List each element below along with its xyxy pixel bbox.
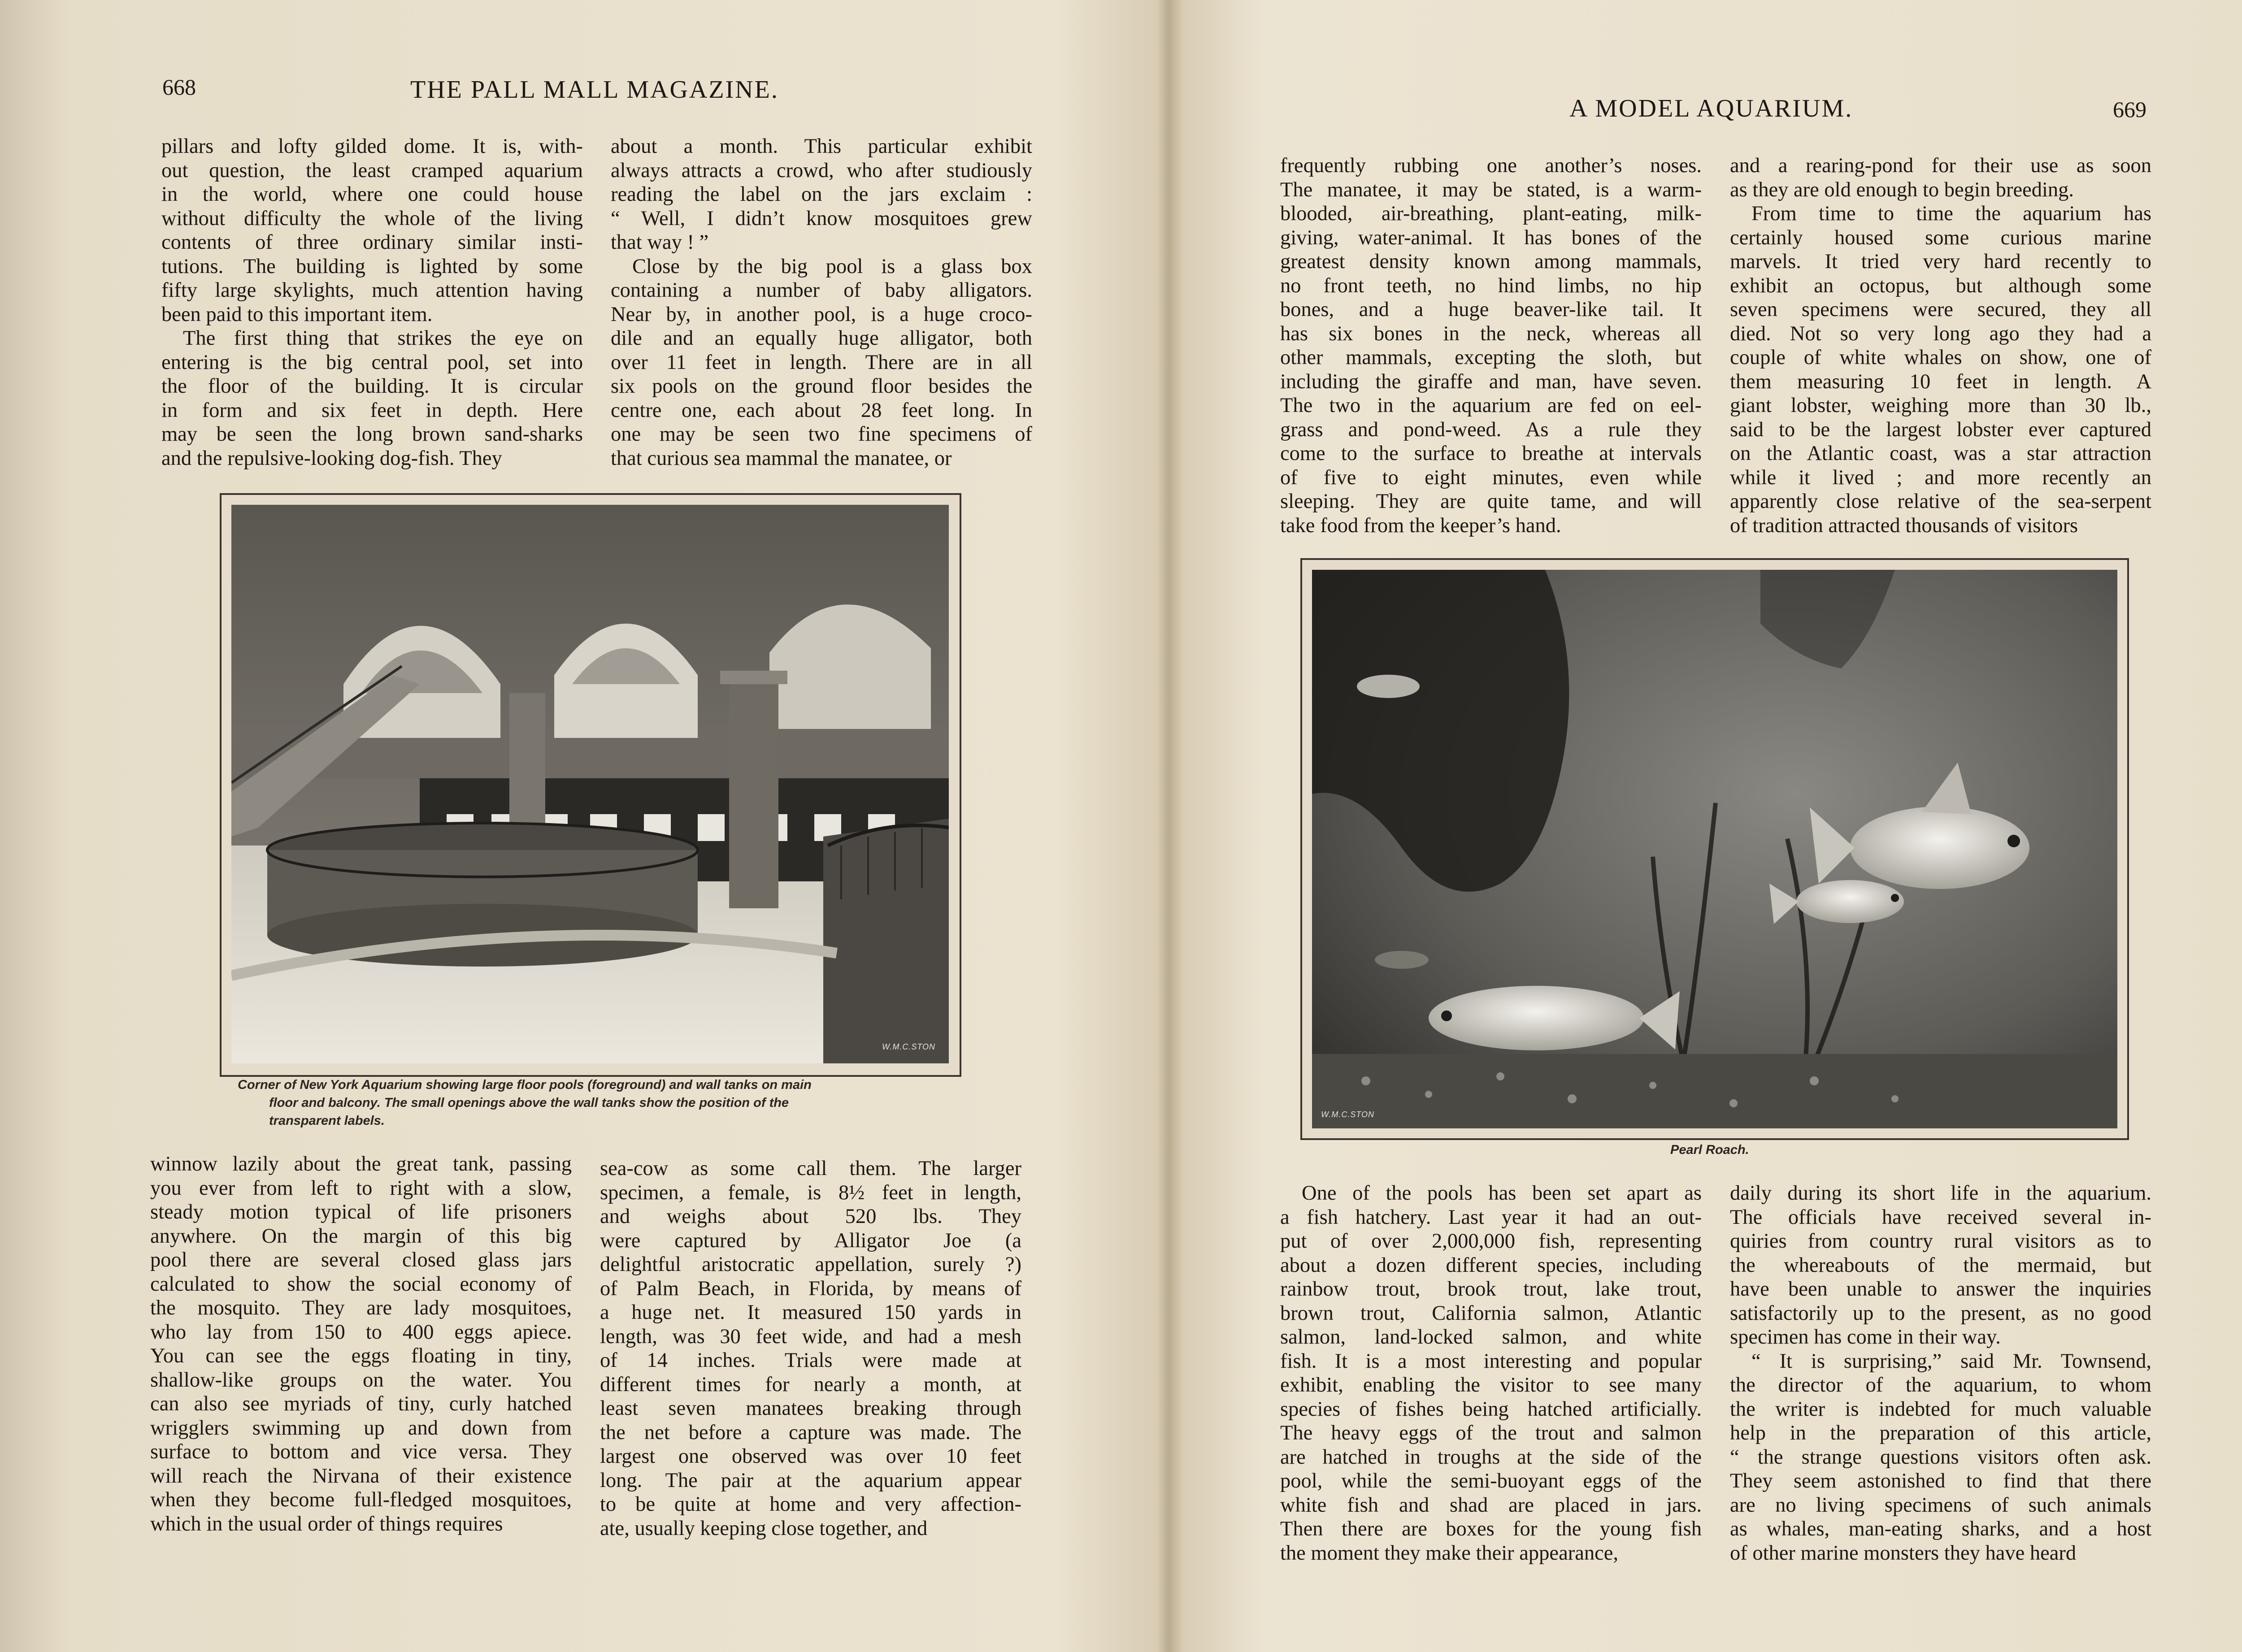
text-line: reading the label on the jars exclaim : [611,183,1032,206]
text-line: of other marine monsters they have heard [1730,1541,2077,1565]
text-line: One of the pools has been set apart as [1302,1182,1702,1205]
right-bottom-column-2 [1730,1181,2151,1565]
text-line: said to be the largest lobster ever captured [1730,418,2151,441]
text-line: come to the surface to breathe at intervals [1280,442,1702,465]
text-line: shallow-like groups on the water. You [150,1368,572,1392]
text-line: anywhere. On the margin of this big [150,1224,572,1248]
text-line: and weighs about 520 lbs. They [600,1205,1021,1228]
text-line: species of fishes being hatched artificially. [1280,1397,1702,1421]
text-line: the floor of the building. It is circular [161,375,583,398]
text-line: the net before a capture was made. The [600,1421,1021,1444]
text-line: “ It is surprising,” said Mr. Townsend, [1751,1349,2151,1373]
text-line: marvels. It tried very hard recently to [1730,250,2151,273]
text-line: other mammals, excepting the sloth, but [1280,346,1702,369]
left-page-number: 668 [162,74,196,100]
text-line: no front teeth, no hind limbs, no hip [1280,274,1702,297]
text-line: centre one, each about 28 feet long. In [611,399,1032,422]
text-line: brown trout, California salmon, Atlantic [1280,1301,1702,1325]
text-line: pool there are several closed glass jars [150,1249,572,1271]
right-bottom-column-1 [1280,1181,1702,1565]
text-line: while it lived ; and more recently an [1730,466,2151,489]
text-line: apparently close relative of the sea-serpent [1730,490,2151,513]
aquarium-interior-photo [231,505,949,1063]
text-line: in the world, where one could house [161,183,583,206]
text-line: on the Atlantic coast, was a star attraction [1730,442,2151,465]
text-line: have been unable to answer the inquiries [1730,1278,2151,1301]
text-line: can also see myriads of tiny, curly hatched [150,1392,572,1415]
text-line: when they become full-fledged mosquitoes, [150,1488,572,1511]
text-line: The manatee, it may be stated, is a warm- [1280,178,1702,201]
text-line: specimen, a female, is 8½ feet in length, [600,1181,1021,1204]
text-line: specimen has come in their way. [1730,1326,2001,1348]
text-line: entering is the big central pool, set into [161,351,583,374]
left-figure-caption [238,1076,955,1130]
text-line: seven specimens were secured, they all [1730,298,2151,321]
caption-line: Corner of New York Aquarium showing large floor pools (foreground) and wall tanks on main [238,1078,812,1092]
text-line: long. The pair at the aquarium appear [600,1469,1021,1492]
right-top-column-1 [1280,154,1702,538]
text-line: giant lobster, weighing more than 30 lb., [1730,394,2151,417]
text-line: that way ! ” [611,231,709,254]
text-line: steady motion typical of life prisoners [150,1201,572,1223]
text-line: the whereabouts of the mermaid, but [1730,1253,2151,1277]
text-line: “ Well, I didn’t know mosquitoes grew [611,207,1032,230]
text-line: as whales, man-eating sharks, and a host [1730,1518,2151,1540]
text-line: giving, water-animal. It has bones of the [1280,226,1702,249]
text-line: help in the preparation of this article, [1730,1422,2151,1444]
text-line: pillars and lofty gilded dome. It is, with- [161,135,583,158]
aquarium-interior-illustration [231,505,949,1063]
text-line: out question, the least cramped aquarium [161,159,583,182]
text-line: certainly housed some curious marine [1730,226,2151,249]
text-line: one may be seen two fine specimens of [611,423,1032,446]
text-line: of 14 inches. Trials were made at [600,1349,1021,1372]
text-line: From time to time the aquarium has [1751,202,2151,225]
text-line: fish. It is a most interesting and popular [1280,1349,1702,1373]
text-line: were captured by Alligator Joe (a [600,1229,1021,1252]
text-line: “ the strange questions visitors often ask. [1730,1445,2151,1469]
text-line: The officials have received several in- [1730,1205,2151,1229]
text-line: over 11 feet in length. There are in all [611,351,1032,374]
text-line: that curious sea mammal the manatee, or [611,447,952,470]
text-line: You can see the eggs floating in tiny, [150,1344,572,1367]
text-line: to be quite at home and very affection- [600,1493,1021,1516]
right-top-column-2 [1730,154,2151,538]
text-line: rainbow trout, brook trout, lake trout, [1280,1278,1702,1301]
text-line: greatest density known among mammals, [1280,250,1702,273]
text-line: who lay from 150 to 400 eggs apiece. [150,1320,572,1344]
text-line: different times for nearly a month, at [600,1373,1021,1396]
text-line: surface to bottom and vice versa. They [150,1440,572,1463]
caption-line: transparent labels. [269,1114,385,1128]
text-line: a huge net. It measured 150 yards in [600,1301,1021,1324]
text-line: grass and pond-weed. As a rule they [1280,418,1702,441]
text-line: daily during its short life in the aquarium. [1730,1182,2151,1205]
text-line: white fish and shad are placed in jars. [1280,1493,1702,1517]
text-line: about a month. This particular exhibit [611,135,1032,158]
text-line: fifty large skylights, much attention having [161,279,583,302]
text-line: as they are old enough to begin breeding. [1730,178,2074,201]
pearl-roach-photo [1312,570,2117,1128]
text-line: and the repulsive-looking dog-fish. They [161,447,502,470]
text-line: The first thing that strikes the eye on [183,327,583,350]
text-line: salmon, land-locked salmon, and white [1280,1326,1702,1348]
text-line: pool, while the semi-buoyant eggs of the [1280,1470,1702,1492]
text-line: Close by the big pool is a glass box [632,255,1032,278]
text-line: quiries from country rural visitors as to [1730,1230,2151,1253]
text-line: a fish hatchery. Last year it had an out- [1280,1205,1702,1229]
text-line: couple of white whales on show, one of [1730,346,2151,369]
text-line: of tradition attracted thousands of visitors [1730,514,2078,537]
text-line: six pools on the ground floor besides the [611,375,1032,398]
text-line: frequently rubbing one another’s noses. [1280,154,1702,177]
text-line: Near by, in another pool, is a huge croco- [611,303,1032,326]
right-running-head: A MODEL AQUARIUM. [1569,95,1853,122]
text-line: dile and an equally huge alligator, both [611,327,1032,350]
text-line: been paid to this important item. [161,303,433,326]
caption-line: floor and balcony. The small openings above the wall tanks show the position of the [269,1096,789,1110]
text-line: bones, and a huge beaver-like tail. It [1280,298,1702,321]
text-line: containing a number of baby alligators. [611,279,1032,302]
left-top-column-1 [161,134,583,470]
text-line: died. Not so very long ago they had a [1730,322,2151,345]
left-running-head: THE PALL MALL MAGAZINE. [410,76,779,104]
text-line: blooded, air-breathing, plant-eating, milk- [1280,202,1702,225]
text-line: Then there are boxes for the young fish [1280,1518,1702,1540]
text-line: are hatched in troughs at the side of the [1280,1445,1702,1469]
right-figure-caption: Pearl Roach. [1670,1143,1749,1157]
right-photo-signature: W.M.C.STON [1321,1110,1374,1119]
text-line: about a dozen different species, including [1280,1253,1702,1277]
text-line: least seven manatees breaking through [600,1397,1021,1420]
left-bottom-column-1 [150,1152,572,1536]
text-line: put of over 2,000,000 fish, representing [1280,1230,1702,1253]
text-line: always attracts a crowd, who after studiously [611,159,1032,182]
text-line: in form and six feet in depth. Here [161,399,583,422]
text-line: exhibit an octopus, but although some [1730,274,2151,297]
text-line: which in the usual order of things requires [150,1512,503,1535]
text-line: largest one observed was over 10 feet [600,1445,1021,1468]
text-line: has six bones in the neck, whereas all [1280,322,1702,345]
text-line: may be seen the long brown sand-sharks [161,423,583,446]
text-line: contents of three ordinary similar insti- [161,231,583,254]
text-line: sea-cow as some call them. The larger [600,1157,1021,1180]
text-line: length, was 30 feet wide, and had a mesh [600,1325,1021,1348]
text-line: satisfactorily up to the present, as no good [1730,1301,2151,1325]
text-line: winnow lazily about the great tank, passing [150,1153,572,1175]
text-line: you ever from left to right with a slow, [150,1176,572,1200]
text-line: the moment they make their appearance, [1280,1541,1618,1565]
text-line: calculated to show the social economy of [150,1272,572,1296]
text-line: them measuring 10 feet in length. A [1730,370,2151,393]
text-line: wrigglers swimming up and down from [150,1416,572,1440]
left-bottom-column-2 [600,1157,1021,1540]
pearl-roach-illustration [1312,570,2117,1128]
text-line: The heavy eggs of the trout and salmon [1280,1422,1702,1444]
text-line: exhibit, enabling the visitor to see many [1280,1374,1702,1396]
pearl-roach-plate [1300,558,2129,1140]
aquarium-interior-plate [220,493,961,1077]
text-line: of five to eight minutes, even while [1280,466,1702,489]
text-line: and a rearing-pond for their use as soon [1730,154,2151,177]
text-line: the writer is indebted for much valuable [1730,1397,2151,1421]
text-line: are no living specimens of such animals [1730,1493,2151,1517]
text-line: sleeping. They are quite tame, and will [1280,490,1702,513]
text-line: The two in the aquarium are fed on eel- [1280,394,1702,417]
text-line: take food from the keeper’s hand. [1280,514,1561,537]
text-line: ate, usually keeping close together, and [600,1517,928,1540]
text-line: will reach the Nirvana of their existence [150,1464,572,1487]
text-line: the mosquito. They are lady mosquitoes, [150,1296,572,1319]
text-line: including the giraffe and man, have seven. [1280,370,1702,393]
left-top-column-2 [611,134,1032,470]
text-line: They seem astonished to find that there [1730,1470,2151,1492]
text-line: without difficulty the whole of the living [161,207,583,230]
text-line: delightful aristocratic appellation, surely ?) [600,1253,1021,1276]
text-line: of Palm Beach, in Florida, by means of [600,1277,1021,1300]
text-line: the director of the aquarium, to whom [1730,1374,2151,1396]
text-line: tutions. The building is lighted by some [161,255,583,278]
right-page-number: 669 [2113,97,2146,122]
left-photo-signature: W.M.C.STON [882,1042,935,1051]
